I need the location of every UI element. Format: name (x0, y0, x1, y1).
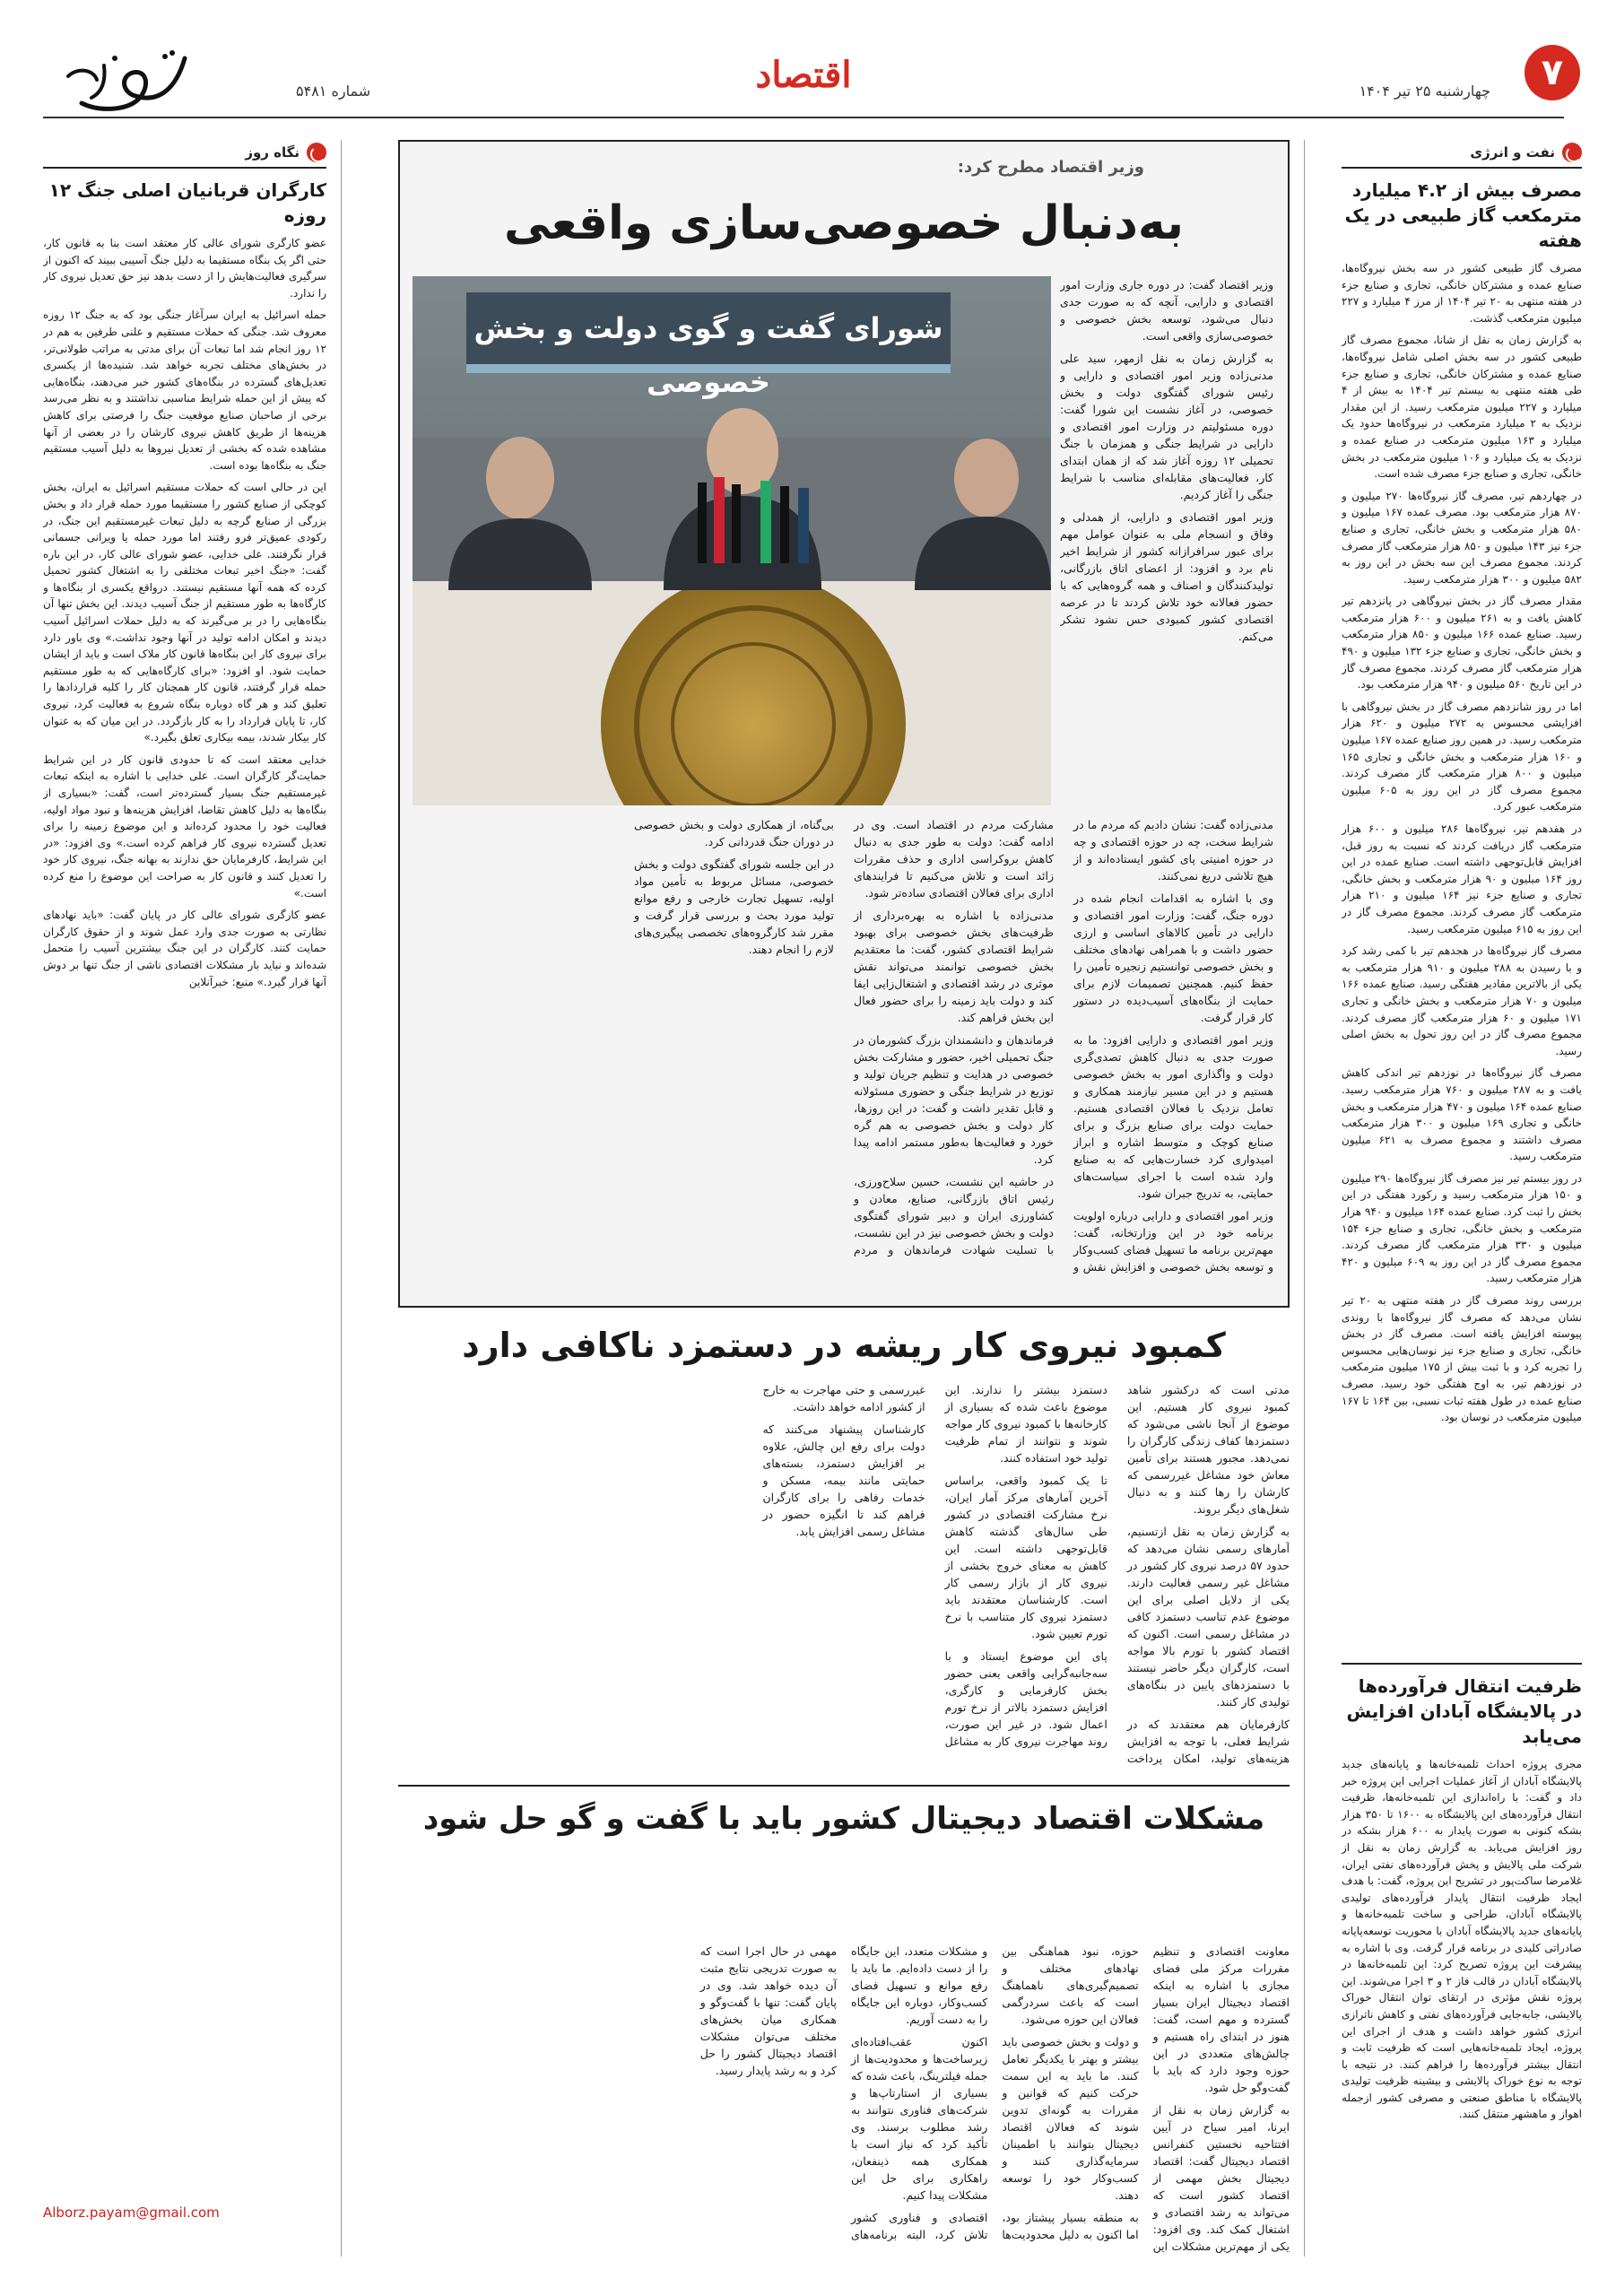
section-tag-icon (1562, 143, 1582, 162)
column-divider (341, 140, 342, 2257)
feature-intro-text (1060, 276, 1273, 805)
paragraph: در چهاردهم تیر، مصرف گاز نیروگاه‌ها ۲۷۰ میلیون و ۸۷۰ هزار مترمکعب بود. مصرف عمده ۱۶۷ میلیون و ۵۸۰ هزار مترمکعب و بخش خانگی، تجاری و صنایع جزء نیز ۱۴۳ میلیون و ۸۵۰ هزار مترمکعب گاز مصرف کردند. مجموع مصرف این سه بخش در این روز به ۵۸۲ میلیون و ۳۰۰ هزار مترمکعب رسید. (1342, 489, 1582, 586)
paragraph: اما در روز شانزدهم مصرف گاز در بخش نیروگاهی با افزایشی محسوس به ۲۷۲ میلیون و ۶۲۰ هزار مترمکعب رسید. در همین روز صنایع عمده ۱۶۷ میلیون و ۱۶۰ هزار مترمکعب و بخش خانگی و تجاری ۱۶۵ میلیون و ۸۰۰ هزار مترمکعب گاز مصرف کردند. مجموع مصرف گاز در این روز به ۶۰۵ میلیون مترمکعب عبور کرد. (1342, 700, 1582, 813)
paragraph: مقدار مصرف گاز در بخش نیروگاهی در پانزدهم تیر کاهش یافت و به ۲۶۱ میلیون و ۶۰۰ هزار مترمکعب رسید. صنایع عمده ۱۶۶ میلیون و ۸۵۰ هزار مترمکعب و بخش خانگی، تجاری و صنایع جزء ۱۳۲ میلیون و ۴۹۰ هزار مترمکعب گاز مصرف کردند. مجموع مصرف گاز در این تاریخ ۵۶۰ میلیون و ۹۴۰ هزار مترمکعب بود. (1342, 595, 1582, 691)
paragraph: وزیر اقتصاد گفت: در دوره جاری وزارت امور اقتصادی و دارایی، آنچه که به صورت جدی دنبال می‌شود، توسعه بخش خصوصی و خصوصی‌سازی واقعی است. (1060, 278, 1273, 343)
feature-body-text (414, 816, 1273, 1292)
paragraph: این در حالی است که حملات مستقیم اسرائیل به ایران، بخش کوچکی از صنایع کشور را مستقیما مورد حمله قرار داد و بخش بزرگی از صنایع گرچه به دلیل تبعات غیرمستقیم این جنگ، در رکودی عمیق‌تر فرو رفتند اما مورد حمله یا ویرانی جسمانی قرار نگرفتند. علی خدایی، عضو شورای عالی کار، در این باره گفت: «جنگ اخیر تبعات مختلفی را به اشتغال کشور تحمیل کرده که همه آنها مستقیم نیستند. درواقع یکسری از بنگاه‌ها و کارگاه‌ها به طور مستقیم از جنگ آسیب دیدند. این بخش تنها آن بنگاه‌هایی را در بر می‌گیرند که به دلیل حملات اسرائیل آسیب دیدند و امکان ادامه تولید در آنها وجود نداشت.» وی باور دارد برای نیروی کار این بنگاه‌ها قانون کار ملاک است و باید از ایشان حمایت شود. او افزود: «برای کارگاه‌هایی که به طور مستقیم حمله قرار گرفتند، قانون کار همچنان کار را کلیه قراردادها را تعلیق کند و هر گاه دوباره بنگاه شروع به فعالیت کرد، نیروی کار، تا پایان قرارداد را به کار بازگردد. در این میان که به عنوان کار بیکار شدند، بیمه بیکاری تعلق بگیرد.» (43, 481, 326, 744)
abadan-refinery-headline: ظرفیت انتقال فرآورده‌ها در پالایشگاه آبادان افزایش می‌یابد (1346, 1675, 1582, 1747)
photo-banner-text: شورای گفت و گوی دولت و بخش خصوصی (473, 311, 943, 399)
gas-consumption-body (1342, 260, 1582, 1650)
section-tag-label: نگاه روز (245, 144, 300, 161)
paragraph: وزیر امور اقتصادی و دارایی افزود: ما به صورت جدی به دنبال کاهش تصدی‌گری دولت و واگذاری امور به بخش خصوصی هستیم و در این مسیر نیازمند همکاری و تعامل نزدیک با فعالان اقتصادی هستیم. حمایت دولت برای صنایع بزرگ و برای صنایع کوچک و متوسط اشاره و ابراز امیدواری کرد خسارت‌هایی که به صنایع وارد شده است با اجرای سیاست‌های حمایتی، به تدریج جبران شود. (1073, 1033, 1273, 1200)
page-number: ۷ (1524, 45, 1580, 100)
paragraph: به گزارش زمان به نقل از شانا، مجموع مصرف گاز طبیعی کشور در سه بخش اصلی شامل نیروگاه‌ها، صنایع عمده و مشترکان خانگی، تجاری و صنایع جزء طی هفته منتهی به بیستم تیر ۱۴۰۴ به بیش از ۴ میلیارد و ۲۲۷ میلیون مترمکعب رسید. از این مقدار نزدیک به ۲ میلیارد مترمکعب در نیروگاه‌ها حدود یک میلیارد و ۱۶۳ میلیون مترمکعب در صنایع عمده و نزدیک به یک میلیارد و ۱۰۶ میلیون مترمکعب در بخش خانگی، تجاری و صنایع جزء مصرف شده است. (1342, 334, 1582, 481)
paragraph: حمله اسرائیل به ایران سرآغاز جنگی بود که به جنگ ۱۲ روزه معروف شد. جنگی که حملات مستقیم و علنی طرفین به هم در ۱۲ روز انجام شد اما تبعات آن برای مدتی به مراتب طولانی‌تر، در بخش‌های مختلف تجربه خواهد شد. شنیده‌ها از یکسری تعدیل‌های گسترده در بنگاه‌های کشور خبر می‌دهند، بنگاه‌هایی که پیش از این حمله شرایط مناسبی نداشتند و به نظر می‌رسد برخی از صاحبان صنایع موقعیت جنگ را فرصتی برای کاهش هزینه‌ها از طریق کاهش نیروی کارشان را در بعضی از آنها مشاهده شده که بخشی از تعدیل نیروها به دلیل آسیب مستقیم جنگ به بنگاه‌ها بوده است. (43, 309, 326, 472)
paragraph: عضو کارگری شورای عالی کار معتقد است بنا به قانون کار، حتی اگر یک بنگاه مستقیما به دلیل جنگ آسیبی ببیند که اکنون از سرگیری فعالیت‌هایش را از دست بدهد نیز حق تعدیل نیروی کار را ندارد. (43, 237, 326, 300)
feature-article (398, 140, 1290, 1308)
masthead (0, 0, 1607, 126)
paragraph: مصرف گاز نیروگاه‌ها در هجدهم تیر با کمی رشد کرد و با رسیدن به ۲۸۸ میلیون و ۹۱۰ هزار مترمکعب به یکی از بالاترین مقادیر هفتگی رسید. صنایع عمده ۱۶۶ میلیون و ۷۰ هزار مترمکعب و بخش خانگی و تجاری ۱۷۱ میلیون و ۶۰ هزار مترمکعب گاز مصرف کردند. مجموع مصرف گاز در این روز تحول به بخش اصلی رسید. (1342, 944, 1582, 1057)
paragraph: در این جلسه شورای گفتگوی دولت و بخش خصوصی، مسائل مربوط به تأمین مواد اولیه، تسهیل تجارت خارجی و رفع موانع تولید مورد بحث و بررسی قرار گرفت و مقرر شد کارگروه‌های تخصصی پیگیری‌های لازم را انجام دهند. (634, 857, 834, 956)
workforce-body (398, 1381, 1290, 1776)
paragraph: کارشناسان پیشنهاد می‌کنند که دولت برای رفع این چالش، علاوه بر افزایش دستمزد، بسته‌های حمایتی مانند بیمه، مسکن و خدمات رفاهی را برای کارگران فراهم کند تا انگیزه حضور در مشاغل رسمی افزایش یابد. (762, 1422, 925, 1538)
paragraph: به گزارش زمان به نقل ازتسنیم، آمارهای رسمی نشان می‌دهد که حدود ۵۷ درصد نیروی کار کشور در مشاغل غیر رسمی فعالیت دارند. یکی از دلایل اصلی برای این موضوع عدم تناسب دستمزد کافی در مشاغل رسمی است. اکنون که اقتصاد کشور با تورم بالا مواجه است، کارگران دیگر حاضر نیستند با دستمزدهای پایین در بنگاه‌های تولیدی کار کنند. (1126, 1525, 1290, 1709)
paragraph: کارفرمایان هم معتقدند که در شرایط فعلی، با توجه به افزایش هزینه‌های تولید، امکان پرداخت دستمزد بیشتر را ندارند. این موضوع باعث شده که بسیاری از کارخانه‌ها با کمبود نیروی کار مواجه شوند و نتوانند از تمام ظرفیت تولید خود استفاده کنند. (944, 1383, 1290, 1765)
paragraph: مدنی‌زاده گفت: نشان دادیم که مردم ما در شرایط سخت، چه در حوزه اقتصادی و چه در حوزه امنیتی پای کشور ایستاده‌اند و از هیچ تلاشی دریغ نمی‌کنند. (1073, 818, 1273, 883)
article-divider (1342, 1663, 1582, 1665)
paragraph: مصرف گاز نیروگاه‌ها در نوزدهم تیر اندکی کاهش یافت و به ۲۸۷ میلیون و ۷۶۰ هزار مترمکعب رسید. صنایع عمده ۱۶۴ میلیون و ۴۷۰ هزار مترمکعب و بخش خانگی و تجاری ۱۶۹ میلیون و ۳۰۰ هزار مترمکعب مصرف داشتند و مجموع مصرف به ۶۲۱ میلیون مترمکعب رسید. (1342, 1066, 1582, 1163)
masthead-rule (43, 117, 1564, 118)
feature-headline: به‌دنبال خصوصی‌سازی واقعی (504, 196, 1184, 250)
tag-rule (43, 167, 326, 169)
paragraph: وزیر امور اقتصادی و دارایی درباره اولویت برنامه خود در این وزارتخانه، گفت: مهم‌ترین برنامه ما تسهیل فضای کسب‌وکار و توسعه بخش خصوصی و افزایش نقش و مشارکت مردم در اقتصاد است. وی در ادامه گفت: دولت به طور جدی به دنبال کاهش بروکراسی اداری و حذف مقررات زائد است و تلاش می‌کنیم تا فرایندهای اداری برای فعالان اقتصادی ساده‌تر شود. (854, 818, 1273, 1274)
paragraph: و دولت و بخش خصوصی باید بیشتر و بهتر با یکدیگر تعامل کنند. ما باید به این سمت حرکت کنیم که قوانین و مقررات به گونه‌ای تدوین شوند که فعالان اقتصاد دیجیتال بتوانند با اطمینان سرمایه‌گذاری کنند و کسب‌وکار خود را توسعه دهند. (1002, 2035, 1139, 2202)
left-column (43, 140, 326, 2257)
feature-kicker: وزیر اقتصاد مطرح کرد: (957, 158, 1144, 177)
section-tag-icon (307, 143, 326, 162)
gas-consumption-headline: مصرف بیش از ۴.۲ میلیارد مترمکعب گاز طبیعی در یک هفته (1344, 179, 1582, 251)
issue-number: شماره ۵۴۸۱ (296, 83, 371, 100)
tag-rule (1342, 167, 1582, 169)
paragraph: مدتی است که درکشور شاهد کمبود نیروی کار هستیم. این موضوع از آنجا ناشی می‌شود که دستمزدها کفاف زندگی کارگران را نمی‌دهد. مجبور هستند برای تأمین معاش خود مشاغل غیررسمی که کارشان را رها کنند و به دنبال شغل‌های دیگر بروند. (1126, 1383, 1290, 1516)
paragraph: معاونت اقتصادی و تنظیم مقررات مرکز ملی فضای مجازی با اشاره به اینکه اقتصاد دیجیتال ایران بسیار گسترده و مهم است، گفت: هنوز در ابتدای راه هستیم و چالش‌های متعددی در این حوزه وجود دارد که باید با گفت‌وگو حل شود. (1152, 1944, 1290, 2094)
right-column (1342, 140, 1582, 2257)
paragraph: پای این موضوع ایستاد و با سه‌جانبه‌گرایی واقعی یعنی حضور بخش کارفرمایی و کارگری، افزایش دستمزد بالاتر از نرخ تورم اعمال شود. در غیر این صورت، روند مهاجرت نیروی کار به مشاغل غیررسمی و حتی مهاجرت به خارج از کشور ادامه خواهد داشت. (762, 1383, 1108, 1748)
date-line: چهارشنبه ۲۵ تیر ۱۴۰۴ (1359, 83, 1490, 100)
paragraph: در روز بیستم تیر نیز مصرف گاز نیروگاه‌ها ۲۹۰ میلیون و ۱۵۰ هزار مترمکعب رسید و رکورد هفتگی در این بخش را ثبت کرد. صنایع عمده ۱۶۴ میلیون و ۹۴۰ هزار مترمکعب و بخش خانگی، تجاری و صنایع جزء ۱۵۴ میلیون و ۳۳۰ هزار مترمکعب گاز مصرف کردند. مجموع مصرف گاز در این روز به ۶۰۹ میلیون و ۴۲۰ هزار مترمکعب رسید. (1342, 1171, 1582, 1285)
paragraph: عضو کارگری شورای عالی کار در پایان گفت: «باید نهادهای نظارتی به صورت جدی وارد عمل شوند و از حقوق کارگران حمایت کنند. کارگران در این جنگ بیشترین آسیب را متحمل شده‌اند و نباید بار مشکلات اقتصادی ناشی از جنگ تنها بر دوش آنها قرار گیرد.» منبع: خبرآنلاین (43, 909, 326, 988)
paragraph: خدایی معتقد است که تا حدودی قانون کار در این شرایط حمایت‌گر کارگران است. علی خدایی با اشاره به اینکه تبعات غیرمستقیم جنگ بسیار گسترده‌تر است، گفت: «بسیاری از بنگاه‌ها به دلیل کاهش تقاضا، افزایش هزینه‌ها و نبود مواد اولیه، فعالیت خود را محدود کرده‌اند و این موضوع زمینه را برای تعدیل گسترده نیروی کار فراهم کرده است.» وی افزود: «در این شرایط، کارفرمایان حق ندارند به بهانه جنگ، نیروی کار خود را تعدیل کنند و قانون کار به صراحت این موضوع را منع کرده است.» (43, 752, 326, 900)
paragraph: به گزارش زمان به نقل از ایرنا، امیر سیاح در آیین افتتاحیه نخستین کنفرانس اقتصاد دیجیتال گفت: اقتصاد دیجیتال بخش مهمی از اقتصاد کشور است که می‌تواند به رشد اقتصادی و اشتغال کمک کند. وی افزود: یکی از مهم‌ترین مشکلات این حوزه، نبود هماهنگی بین نهادهای مختلف و تصمیم‌گیری‌های ناهماهنگ است که باعث سردرگمی فعالان این حوزه می‌شود. (1002, 1944, 1290, 2253)
paragraph: به گزارش زمان به نقل ازمهر، سید علی مدنی‌زاده وزیر امور اقتصادی و دارایی و رئیس شورای گفتگوی دولت و بخش خصوصی، در آغاز نشست این شورا گفت: دوره مسئولیتم در وزارت امور اقتصادی و دارایی در شرایط جنگی و همزمان با جنگ تحمیلی ۱۲ روزه آغاز شد که از همان ابتدای کار، فعالیت‌های مقابله‌ای مناسب با شرایط جنگی را آغاز کردیم. (1060, 352, 1273, 501)
article-divider (398, 1785, 1290, 1787)
section-tag (43, 140, 326, 165)
section-tag-label: نفت و انرژی (1470, 144, 1555, 161)
workers-victims-body (43, 235, 326, 2199)
paragraph: مجری پروژه احداث تلمبه‌خانه‌ها و پایانه‌های جدید پالایشگاه آبادان از آغاز عملیات اجرایی این پروژه خبر داد و گفت: با راه‌اندازی این تلمبه‌خانه‌ها، ظرفیت انتقال فرآورده‌های این پالایشگاه به ۱۶۰۰ تا ۳۵۰ هزار بشکه کنونی به صورت پایدار به ۶۰۰ هزار بشکه در روز افزایش می‌یابد. به گزارش زمان به نقل از شرکت ملی پالایش و پخش فرآورده‌های نفتی ایران، غلامرضا ساکت‌پور در تشریح این پروژه، گفت: با هدف ایجاد ظرفیت انتقال پایدار فرآورده‌های تولیدی پالایشگاه آبادان، طراحی و ساخت تلمبه‌خانه‌ها و پایانه‌های جدید پالایشگاه آبادان با محوریت توسعه‌پایانه صادراتی کلیدی در برنامه قرار گرفت. وی با اشاره به پیشرفت این پروژه تصریح کرد: این تلمبه‌خانه‌ها در پالایشگاه آبادان در قالب فاز ۲ و ۳ اجرا می‌شوند. این پروژه نقش مؤثری در ارتقای توان انتقال خوراک پالایشی، جابه‌جایی فرآورده‌های نفتی و کاهش ناترازی انرژی کشور خواهد داشت و هدف از اجرای این پروژه، ایجاد تلمبه‌خانه‌هایی است که ظرفیت ثابت و انتقال بیشتر فرآورده‌ها را فراهم کنند. در نتیجه با توجه به نوع خوراک پالایشی و بیشینه ظرفیت تولیدی پالایشگاه با مناطق صنعتی و مصرفی کشور ازجمله اهواز و ماهشهر منتقل کنند. (1342, 1758, 1582, 2121)
paragraph: وزیر امور اقتصادی و دارایی، از همدلی و وفاق و انسجام ملی به عنوان عوامل مهم برای عبور سرافرازانه کشور از شرایط اخیر نام برد و افزود: از اعضای اتاق بازرگانی، تولیدکنندگان و اصناف و همه گروه‌هایی که با حضور فعالانه خود تلاش کردند تا در عرصه اقتصادی کشور کمبودی حس نشود تشکر می‌کنم. (1060, 510, 1273, 643)
paragraph: بررسی روند مصرف گاز در هفته منتهی به ۲۰ تیر نشان می‌دهد که مصرف گاز نیروگاه‌ها با روندی پیوسته افزایش یافته است. مصرف گاز در بخش خانگی، تجاری و صنایع جزء نیز نوسان‌هایی محسوس را تجربه کرد و با ثبت بیش از ۱۷۵ میلیون مترمکعب در نوزدهم تیر، به اوج هفتگی خود رسید. مصرف صنایع عمده در طول هفته ثبات نسبی، بین ۱۶۴ تا ۱۶۷ میلیون مترمکعب در نوسان بود. (1342, 1294, 1582, 1424)
paragraph: مصرف گاز طبیعی کشور در سه بخش نیروگاه‌ها، صنایع عمده و مشترکان خانگی، تجاری و صنایع جزء در هفته منتهی به ۲۰ تیر ۱۴۰۴ از مرز ۴ میلیارد و ۲۲۷ میلیون مترمکعب گذشت. (1342, 262, 1582, 325)
paragraph: وی با اشاره به اقدامات انجام شده در دوره جنگ، گفت: وزارت امور اقتصادی و دارایی در تأمین کالاهای اساسی و ارزی حضور داشت و با همراهی نهادهای مختلف و بخش خصوصی توانستیم زنجیره تأمین را حفظ کنیم. همچنین تصمیمات لازم برای حمایت از بنگاه‌های آسیب‌دیده در دستور کار قرار گرفت. (1073, 891, 1273, 1024)
column-divider (1304, 140, 1305, 2257)
paragraph: در حاشیه این نشست، حسین سلاح‌ورزی، رئیس اتاق بازرگانی، صنایع، معادن و کشاورزی ایران و دبیر شورای گفتگوی دولت و بخش خصوصی نیز در این نشست، با تسلیت شهادت فرماندهان و مردم بی‌گناه، از همکاری دولت و بخش خصوصی در دوران جنگ قدردانی کرد. (634, 818, 1054, 1257)
workforce-headline: کمبود نیروی کار ریشه در دستمزد ناکافی دارد (462, 1326, 1226, 1365)
digital-economy-headline: مشکلات اقتصاد دیجیتال کشور باید با گفت و گو حل شود (422, 1801, 1265, 1837)
paragraph: اقتصادی و فناوری کشور تلاش کرد، البته برنامه‌های مهمی در حال اجرا است که به صورت تدریجی نتایج مثبت آن دیده خواهد شد. وی در پایان گفت: تنها با گفت‌وگو و همکاری میان بخش‌های مختلف می‌توان مشکلات اقتصاد دیجیتال کشور را حل کرد و به رشد پایدار رسید. (699, 1944, 988, 2241)
paragraph: اکنون عقب‌افتاده‌ای زیرساخت‌ها و محدودیت‌ها از جمله فیلترینگ، باعث شده که بسیاری از استارتاپ‌ها و شرکت‌های فناوری نتوانند به رشد مطلوب برسند. وی تأکید کرد که نیاز است با همکاری همه ذینفعان، راهکاری برای حل این مشکلات پیدا کنیم. (851, 2035, 988, 2202)
paragraph: تا یک کمبود واقعی، براساس آخرین آمارهای مرکز آمار ایران، نرخ مشارکت اقتصادی در کشور طی سال‌های گذشته کاهش قابل‌توجهی داشته است. این کاهش به معنای خروج بخشی از نیروی کار از بازار رسمی کار است. کارشناسان معتقدند باید دستمزد نیروی کار متناسب با نرخ تورم تعیین شود. (944, 1474, 1108, 1640)
paragraph: به منطقه بسیار پیشتاز بود، اما اکنون به دلیل محدودیت‌ها و مشکلات متعدد، این جایگاه را از دست داده‌ایم. ما باید با رفع موانع و تسهیل فضای کسب‌وکار، دوباره این جایگاه را به دست آوریم. (851, 1944, 1139, 2241)
section-tag (1342, 140, 1582, 165)
press-conference-photo (413, 276, 1051, 805)
paragraph: فرماندهان و دانشمندان بزرگ کشورمان در جنگ تحمیلی اخیر، حضور و مشارکت بخش خصوصی در هدایت و تنظیم جریان تولید و توزیع در شرایط جنگی و حضوری مسئولانه و قابل تقدیر داشت و گفت: در این روزها، کار دولت و بخش خصوصی به هم گره خورد و فعالیت‌ها به‌طور مستمر ادامه پیدا کرد. (854, 1033, 1054, 1166)
paragraph: در هفدهم تیر، نیروگاه‌ها ۲۸۶ میلیون و ۶۰۰ هزار مترمکعب گاز دریافت کردند که نسبت به روز قبل، افزایش قابل‌توجهی داشته است. صنایع عمده در این روز ۱۶۴ میلیون و ۹۰ هزار مترمکعب و بخش خانگی، تجاری و صنایع جزء نیز ۱۶۴ میلیون و ۲۱۰ هزار مترمکعب گاز مصرف کردند. مجموع مصرف گاز در این روز به ۶۱۵ میلیون مترمکعب رسید. (1342, 822, 1582, 935)
paragraph: مدنی‌زاده با اشاره به بهره‌برداری از ظرفیت‌های بخش خصوصی برای بهبود شرایط اقتصادی کشور، گفت: ما معتقدیم بخش خصوصی توانمند می‌تواند نقش موثری در رشد اقتصادی و اشتغال‌زایی ایفا کند و دولت باید زمینه را برای حضور فعال این بخش فراهم کند. (854, 909, 1054, 1024)
digital-economy-body (398, 1943, 1290, 2257)
workers-victims-headline: کارگران قربانیان اصلی جنگ ۱۲ روزه (48, 179, 326, 226)
newspaper-logo (50, 40, 203, 117)
section-title: اقتصاد (755, 54, 852, 96)
abadan-refinery-body (1342, 1756, 1582, 2296)
contact-email-link[interactable]: Alborz.payam@gmail.com (43, 2205, 220, 2221)
